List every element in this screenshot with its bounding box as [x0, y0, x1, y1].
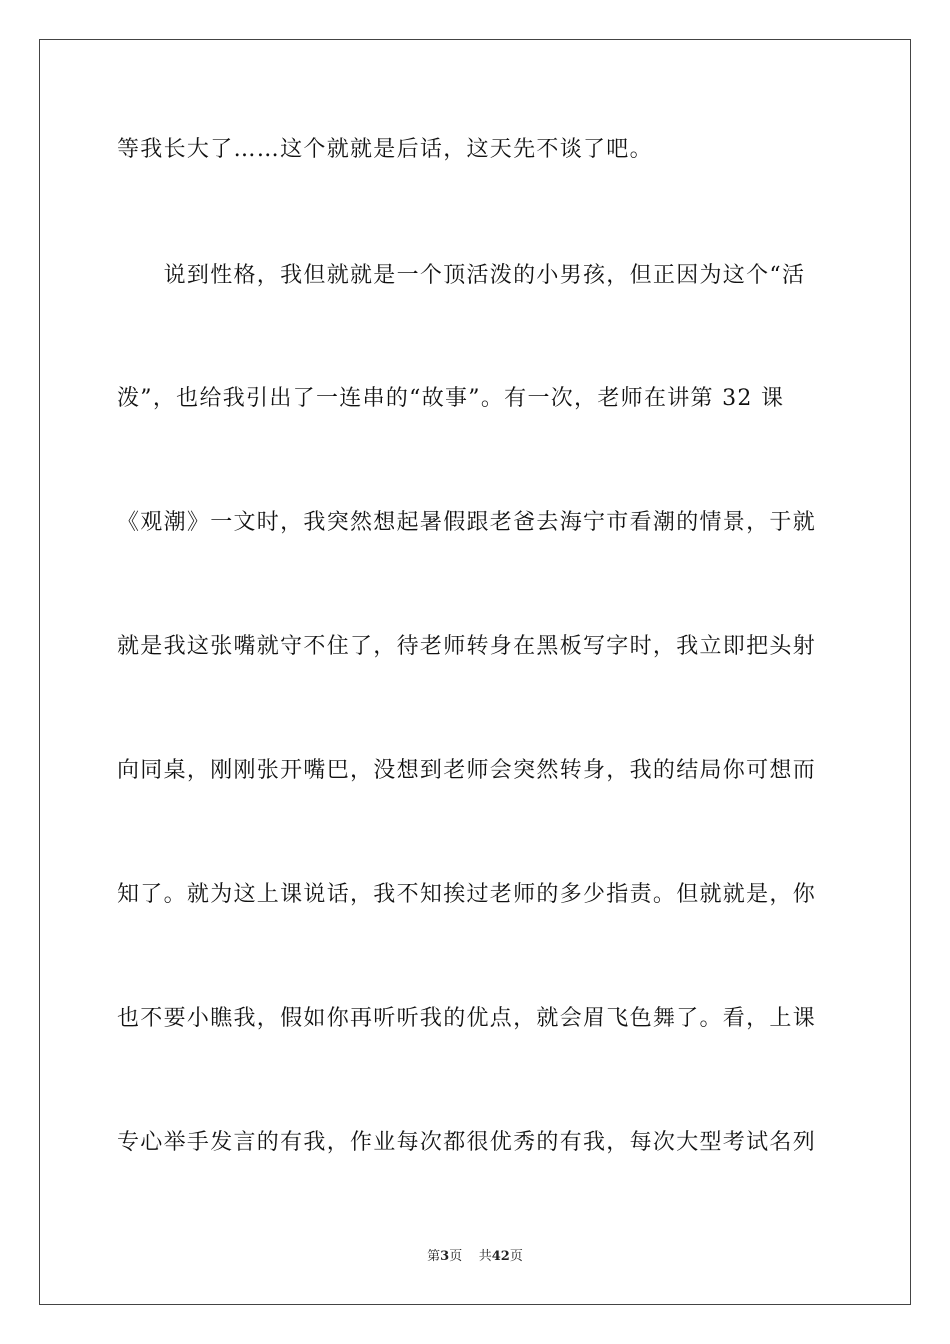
- total-pages-label: 共42页: [478, 1249, 523, 1264]
- text-line-1: 等我长大了……这个就就是后话，这天先不谈了吧。: [117, 137, 653, 162]
- text-line-9: 专心举手发言的有我，作业每次都很优秀的有我，每次大型考试名列: [117, 1130, 817, 1155]
- page-border: [39, 39, 911, 1305]
- text-line-5: 就是我这张嘴就守不住了，待老师转身在黑板写字时，我立即把头射: [117, 634, 817, 659]
- page-footer: [0, 1248, 950, 1266]
- text-line-2: 说到性格，我但就就是一个顶活泼的小男孩，但正因为这个“活: [117, 263, 806, 288]
- text-line-3: 泼”，也给我引出了一连串的“故事”。有一次，老师在讲第 32 课: [117, 386, 785, 411]
- text-line-6: 向同桌，刚刚张开嘴巴，没想到老师会突然转身，我的结局你可想而: [117, 758, 817, 783]
- text-line-8: 也不要小瞧我，假如你再听听我的优点，就会眉飞色舞了。看，上课: [117, 1006, 817, 1031]
- page-label: 第3页: [427, 1249, 463, 1264]
- text-line-7: 知了。就为这上课说话，我不知挨过老师的多少指责。但就就是，你: [117, 882, 817, 907]
- page-number: 3: [440, 1249, 450, 1264]
- total-pages: 42: [491, 1249, 510, 1264]
- text-line-4: 《观潮》一文时，我突然想起暑假跟老爸去海宁市看潮的情景，于就: [117, 510, 817, 535]
